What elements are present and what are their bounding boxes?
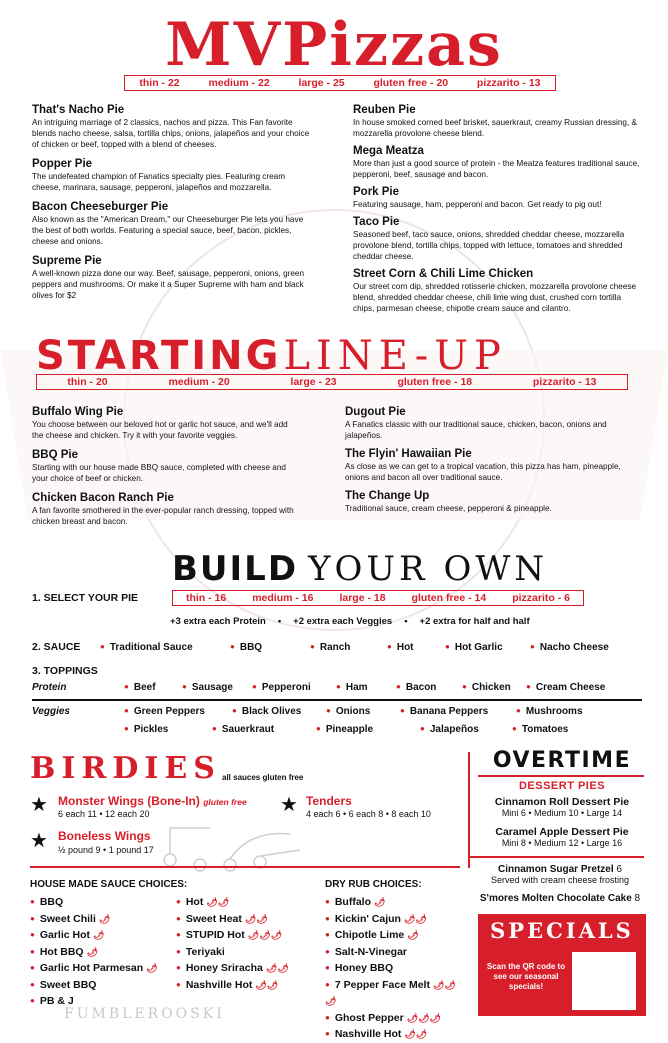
menu-item: BBQ Pie Starting with our house made BBQ sauce, completed with cheese and your choice of beef or chicken. <box>32 449 286 483</box>
divider <box>32 699 642 701</box>
veggie-option: ● Pickles <box>124 724 168 735</box>
sauce-choice: ● Hot 🌶🌶 <box>176 894 316 911</box>
sauce-choice: ● Sweet Chili 🌶 <box>30 911 170 928</box>
sauce-choice: ● Garlic Hot 🌶 <box>30 927 170 944</box>
sauce-choice: ● Sweet Heat 🌶🌶 <box>176 911 316 928</box>
menu-item: The Change Up Traditional sauce, cream cheese, pepperoni & pineapple. <box>345 490 552 513</box>
dry-rub-choice: ● Buffalo 🌶 <box>325 894 465 911</box>
size-price: large - 23 <box>290 376 337 388</box>
play-diagram <box>150 820 320 880</box>
step-select-pie: 1. SELECT YOUR PIE <box>32 592 138 604</box>
veggies-label: Veggies <box>32 706 70 717</box>
veggie-option: ● Jalapeños <box>420 724 479 735</box>
veggie-option: ● Mushrooms <box>516 706 583 717</box>
size-price: large - 25 <box>298 77 345 89</box>
sauce-choice: ● Sweet BBQ <box>30 977 170 994</box>
veggie-option: ● Tomatoes <box>512 724 568 735</box>
sauce-choice: ● Teriyaki <box>176 944 316 961</box>
menu-item: Dugout Pie A Fanatics classic with our traditional sauce, chicken, bacon, onions and jalapeños. <box>345 406 607 440</box>
boneless-wings-name: Boneless Wings <box>58 829 151 843</box>
starting-right-column <box>345 406 635 514</box>
star-icon: ★ <box>30 794 48 816</box>
menu-item: That's Nacho Pie An intriguing marriage of 2 classics, nachos and pizza. This Fan favorite blends nacho cheese, salsa, tortilla chips, onions, jalapeños and your choice of chicken or beef, topped with a blend of cheeses. <box>32 104 310 149</box>
sauce-option: ● Traditional Sauce <box>100 642 193 653</box>
veggie-option: ● Black Olives <box>232 706 301 717</box>
house-sauce-title: HOUSE MADE SAUCE CHOICES: <box>30 879 188 890</box>
starting-left-column <box>32 406 300 527</box>
specials-box <box>478 914 646 1016</box>
menu-item: Buffalo Wing Pie You choose between our beloved hot or garlic hot sauce, and we'll add the cheese and chicken. Try it with your favorite veggies. <box>32 406 288 440</box>
sauce-row <box>100 642 650 656</box>
protein-row <box>124 682 644 696</box>
size-price: pizzarito - 13 <box>476 77 541 89</box>
monster-wings-prices: 6 each 11 • 12 each 20 <box>58 809 150 819</box>
veggie-option: ● Onions <box>326 706 370 717</box>
star-icon: ★ <box>30 830 48 852</box>
specials-text: Scan the QR code to see our seasonal specials! <box>486 962 566 991</box>
size-price: thin - 20 <box>67 376 108 388</box>
divider <box>468 856 644 858</box>
menu-item: Supreme Pie A well-known pizza done our way. Beef, sausage, pepperoni, onions, green peppers and mushrooms. Or make it a Super Supreme with ham and black olives for $2 <box>32 255 305 300</box>
menu-item: Street Corn & Chili Lime Chicken Our street corn dip, shredded rotisserie chicken, mozzarella provolone cheese blend, shredded cheddar cheese, chili lime wing dust, crushed corn tortilla chips, parmesan cheese, chipotle cream sauce and cilantro. <box>353 268 637 313</box>
size-price: medium - 16 <box>252 592 314 604</box>
menu-item: Bacon Cheeseburger Pie Also known as the "American Dream," our Cheeseburger Pie lets you have the best of both worlds. Featuring a special sauce, beef, bacon, pickles, cheese and onions. <box>32 201 304 246</box>
dry-rub-choice: ● Honey BBQ <box>325 960 465 977</box>
size-price: thin - 16 <box>185 592 227 604</box>
veggies-row <box>124 724 644 738</box>
sauce-option: ● BBQ <box>230 642 262 653</box>
starting-lineup-title: STARTINGLINE-UP <box>36 333 507 379</box>
sauce-option: ● Hot <box>387 642 414 653</box>
house-sauce-col2 <box>176 894 316 993</box>
dry-rub-title: DRY RUB CHOICES: <box>325 879 422 890</box>
protein-option: ● Pepperoni <box>252 682 311 693</box>
mv-left-column <box>32 104 314 301</box>
birdies-title: BIRDIES <box>30 751 221 786</box>
menu-item: Taco Pie Seasoned beef, taco sauce, onions, shredded cheddar cheese, mozzarella provolone blend, tortilla chips, topped with lettuce, tomatoes and shredded cheddar cheese. <box>353 216 625 261</box>
sauce-choice: ● Garlic Hot Parmesan 🌶 <box>30 960 170 977</box>
protein-label: Protein <box>32 682 67 693</box>
byo-size-bar <box>172 590 584 606</box>
veggie-option: ● Sauerkraut <box>212 724 274 735</box>
dry-rub-list <box>325 894 465 1043</box>
size-price: medium - 22 <box>208 77 270 89</box>
smores-item: S'mores Molten Chocolate Cake 8 <box>479 893 641 904</box>
sauce-choice: ● Honey Sriracha 🌶🌶 <box>176 960 316 977</box>
birdies-note: all sauces gluten free <box>222 773 304 782</box>
veggies-row <box>124 706 644 720</box>
veggie-option: ● Green Peppers <box>124 706 205 717</box>
protein-option: ● Bacon <box>396 682 436 693</box>
qr-code-placeholder[interactable] <box>572 952 636 1010</box>
mv-size-bar <box>124 75 556 91</box>
tenders-name: Tenders <box>306 794 352 808</box>
size-price: pizzarito - 13 <box>532 376 597 388</box>
protein-option: ● Sausage <box>182 682 233 693</box>
sauce-choice: ● Hot BBQ 🌶 <box>30 944 170 961</box>
overtime-title: OVERTIME <box>492 748 632 773</box>
menu-item: Popper Pie The undefeated champion of Fanatics specialty pies. Featuring cream cheese, marinara, sausage, pepperoni, jalapeños and mozzarella. <box>32 158 286 192</box>
dry-rub-choice: ● Kickin' Cajun 🌶🌶 <box>325 911 465 928</box>
sauce-option: ● Hot Garlic <box>445 642 503 653</box>
tenders-prices: 4 each 6 • 6 each 8 • 8 each 10 <box>306 809 431 819</box>
step-sauce: 2. SAUCE <box>32 641 81 653</box>
veggie-option: ● Pineapple <box>316 724 373 735</box>
sauce-choice: ● Nashville Hot 🌶🌶 <box>176 977 316 994</box>
divider <box>478 775 644 777</box>
pretzel-item: Cinnamon Sugar Pretzel 6 Served with cream cheese frosting <box>490 864 630 885</box>
dry-rub-choice: ● Chipotle Lime 🌶 <box>325 927 465 944</box>
protein-option: ● Beef <box>124 682 156 693</box>
byo-title: BUILD YOUR OWN <box>172 549 549 589</box>
star-icon: ★ <box>280 794 298 816</box>
size-price: pizzarito - 6 <box>512 592 570 604</box>
house-sauce-col1 <box>30 894 170 1010</box>
veggie-option: ● Banana Peppers <box>400 706 488 717</box>
menu-item: Chicken Bacon Ranch Pie A fan favorite smothered in the ever-popular ranch dressing, topped with chicken breast and bacon. <box>32 492 294 526</box>
dry-rub-choice: ● Salt-N-Vinegar <box>325 944 465 961</box>
dry-rub-choice: ● Nashville Hot 🌶🌶 <box>325 1026 465 1043</box>
menu-item: The Flyin' Hawaiian Pie As close as we can get to a tropical vacation, this pizza has ham, pineapple, onions and bacon all over traditional sauce. <box>345 448 621 482</box>
protein-option: ● Ham <box>336 682 368 693</box>
step-toppings: 3. TOPPINGS <box>32 665 98 677</box>
sauce-choice: ● PB & J <box>30 993 170 1010</box>
menu-item: Pork Pie Featuring sausage, ham, pepperoni and bacon. Get ready to pig out! <box>353 186 602 209</box>
size-price: large - 18 <box>339 592 386 604</box>
divider <box>30 866 460 868</box>
size-price: medium - 20 <box>168 376 230 388</box>
monster-wings-name: Monster Wings (Bone-In) gluten free <box>58 794 247 808</box>
size-price: gluten free - 18 <box>397 376 473 388</box>
sauce-choice: ● BBQ <box>30 894 170 911</box>
sauce-option: ● Nacho Cheese <box>530 642 609 653</box>
sauce-option: ● Ranch <box>310 642 350 653</box>
starting-size-bar <box>36 374 628 390</box>
dessert-item: Caramel Apple Dessert Pie Mini 8 • Medium 12 • Large 16 <box>495 826 629 848</box>
size-price: thin - 22 <box>139 77 180 89</box>
dry-rub-choice: ● 7 Pepper Face Melt 🌶🌶🌶 <box>325 977 465 1010</box>
menu-item: Reuben Pie In house smoked corned beef brisket, sauerkraut, creamy Russian dressing, & mozzarella provolone cheese blend. <box>353 104 637 138</box>
protein-option: ● Chicken <box>462 682 511 693</box>
specials-title: SPECIALS <box>490 918 634 943</box>
dessert-item: Cinnamon Roll Dessert Pie Mini 6 • Medium 10 • Large 14 <box>494 796 630 818</box>
size-price: gluten free - 20 <box>373 77 449 89</box>
mv-right-column <box>353 104 643 314</box>
size-price: gluten free - 14 <box>411 592 487 604</box>
protein-option: ● Cream Cheese <box>526 682 605 693</box>
fumblerooski-footer: FUMBLEROOSKI <box>64 1006 225 1022</box>
page-title: MVPizzas <box>165 10 503 80</box>
dry-rub-choice: ● Ghost Pepper 🌶🌶🌶 <box>325 1010 465 1027</box>
dessert-pies-subtitle: DESSERT PIES <box>518 780 606 792</box>
boneless-wings-prices: ½ pound 9 • 1 pound 17 <box>58 845 154 855</box>
menu-item: Mega Meatza More than just a good source of protein - the Meatza features traditional sauce, pepperoni, beef, sausage and bacon. <box>353 145 640 179</box>
byo-extras: +3 extra each Protein • +2 extra each Veggies • +2 extra for half and half <box>170 616 530 627</box>
divider <box>468 752 470 868</box>
sauce-choice: ● STUPID Hot 🌶🌶🌶 <box>176 927 316 944</box>
